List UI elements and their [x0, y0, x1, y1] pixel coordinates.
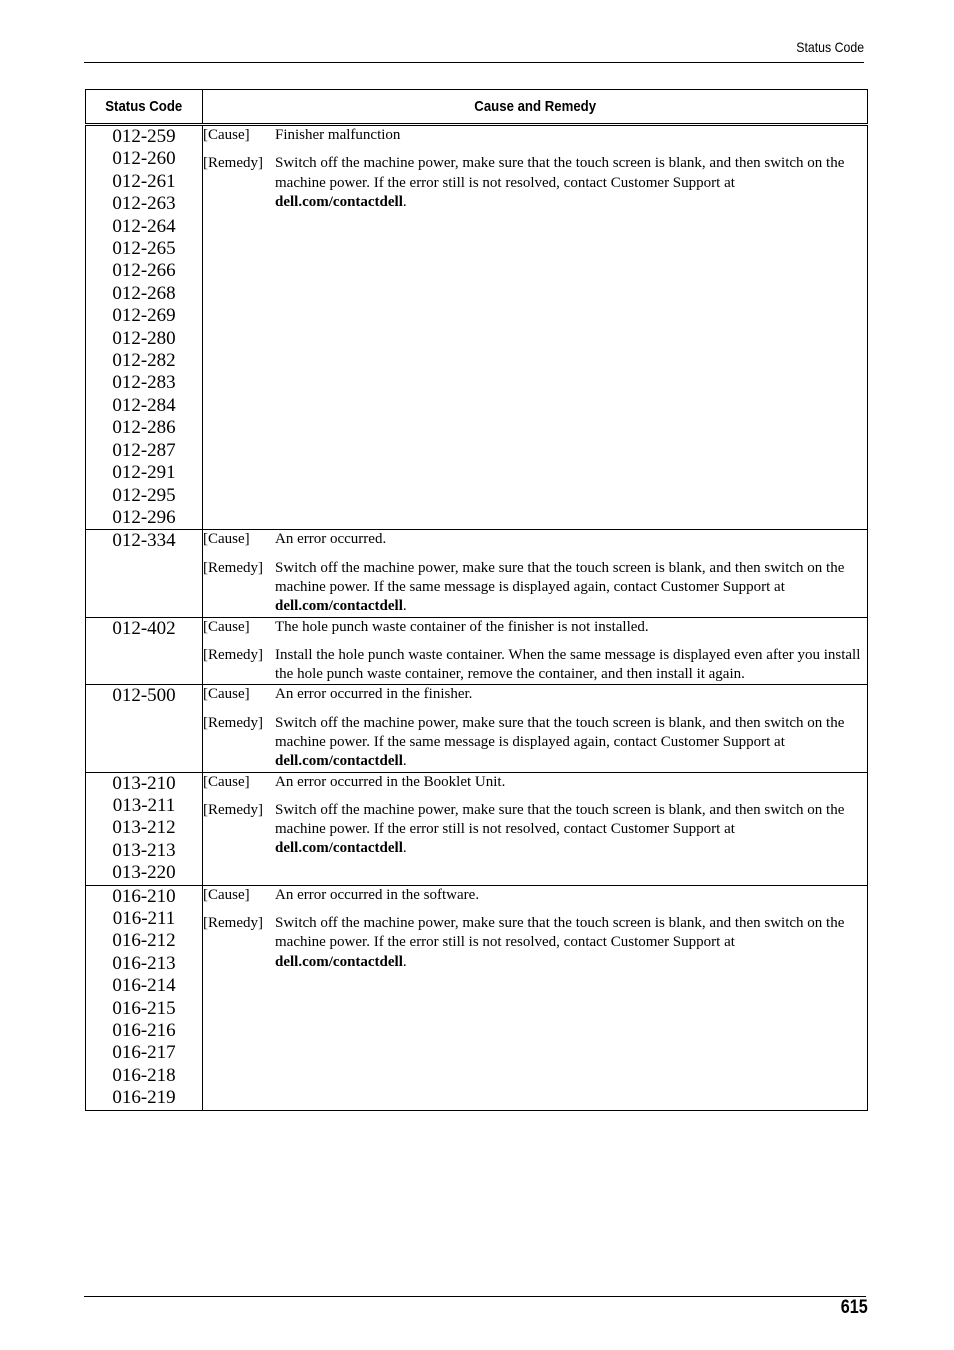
cause-remedy-cell	[203, 685, 868, 772]
table-row	[86, 885, 868, 1110]
cause-remedy-cell	[203, 125, 868, 530]
status-code: 012-266	[112, 260, 176, 282]
status-code: 012-334	[112, 530, 176, 552]
remedy-label: [Remedy]	[203, 559, 263, 576]
table-row	[86, 125, 868, 530]
remedy-text-block	[275, 646, 867, 685]
table-header-row	[86, 90, 868, 125]
remedy-line	[203, 914, 867, 972]
status-code: 012-269	[112, 305, 176, 327]
status-code: 016-218	[112, 1064, 176, 1086]
status-code: 016-219	[112, 1087, 176, 1109]
status-code-cell	[86, 885, 203, 1110]
support-link[interactable]: dell.com/contactdell	[275, 598, 403, 615]
status-code: 016-212	[112, 930, 176, 952]
status-code: 016-215	[112, 997, 176, 1019]
cause-text: Finisher malfunction	[275, 127, 401, 143]
cause-line	[203, 618, 867, 637]
status-code: 012-261	[112, 170, 176, 192]
status-code: 012-283	[112, 372, 176, 394]
remedy-label: [Remedy]	[203, 714, 263, 731]
cause-remedy-cell	[203, 617, 868, 685]
status-code: 012-280	[112, 327, 176, 349]
status-code: 012-402	[112, 617, 176, 639]
remedy-text: Install the hole punch waste container. When the same message is displayed even after you install the hole punch waste container, remove the container, and then install it again.	[275, 646, 861, 683]
status-code: 012-296	[112, 506, 176, 528]
cause-label: [Cause]	[203, 531, 250, 548]
cause-remedy-cell	[203, 772, 868, 885]
remedy-text: Switch off the machine power, make sure that the touch screen is blank, and then switch on the machine power. If the error still is not resolved, contact Customer Support at	[275, 155, 845, 191]
running-head: Status Code	[796, 39, 864, 55]
cause-line	[203, 126, 867, 145]
cause-label: [Cause]	[203, 686, 250, 703]
cause-text: An error occurred in the finisher.	[275, 686, 473, 703]
table-row	[86, 530, 868, 617]
status-code: 012-284	[112, 394, 176, 416]
status-code-cell	[86, 685, 203, 772]
cause-label: [Cause]	[203, 618, 250, 635]
status-code: 012-264	[112, 215, 176, 237]
status-code: 016-217	[112, 1042, 176, 1064]
status-code: 012-287	[112, 439, 176, 461]
status-code-cell	[86, 125, 203, 530]
support-link[interactable]: dell.com/contactdell	[275, 840, 403, 857]
remedy-text-block	[275, 714, 867, 772]
status-code: 012-286	[112, 417, 176, 439]
cause-label: [Cause]	[203, 773, 250, 790]
remedy-label: [Remedy]	[203, 155, 263, 172]
support-link[interactable]: dell.com/contactdell	[275, 193, 403, 210]
status-code: 012-260	[112, 148, 176, 170]
remedy-tail: .	[402, 598, 407, 615]
cause-text: An error occurred in the Booklet Unit.	[275, 773, 506, 790]
remedy-line	[203, 559, 867, 617]
remedy-text: Switch off the machine power, make sure that the touch screen is blank, and then switch on the machine power. If the same message is displayed again, contact Customer Support at	[275, 714, 845, 750]
status-code-cell	[86, 617, 203, 685]
remedy-text-block	[275, 559, 867, 617]
cause-remedy-cell	[203, 530, 868, 617]
page-number: 615	[841, 1297, 868, 1318]
remedy-tail: .	[402, 840, 407, 857]
cause-remedy-cell	[203, 885, 868, 1110]
remedy-tail: .	[402, 953, 407, 970]
status-code: 012-295	[112, 484, 176, 506]
remedy-line	[203, 646, 867, 685]
cause-label: [Cause]	[203, 886, 250, 903]
status-code: 012-500	[112, 685, 176, 707]
remedy-text: Switch off the machine power, make sure that the touch screen is blank, and then switch on the machine power. If the same message is displayed again, contact Customer Support at	[275, 559, 845, 595]
cause-text: An error occurred.	[275, 531, 387, 548]
remedy-text: Switch off the machine power, make sure that the touch screen is blank, and then switch on the machine power. If the error still is not resolved, contact Customer Support at	[275, 801, 845, 838]
footer-rule	[84, 1296, 866, 1297]
status-code: 016-216	[112, 1020, 176, 1042]
cause-text: An error occurred in the software.	[275, 886, 480, 903]
header-rule	[84, 62, 864, 63]
status-code: 012-282	[112, 350, 176, 372]
cause-text: The hole punch waste container of the finisher is not installed.	[275, 618, 649, 635]
status-code: 012-268	[112, 282, 176, 304]
status-code-table	[85, 89, 868, 1111]
status-code: 016-213	[112, 952, 176, 974]
remedy-label: [Remedy]	[203, 914, 263, 931]
status-code: 013-213	[112, 839, 176, 861]
cause-label: [Cause]	[203, 127, 250, 143]
status-code: 012-265	[112, 238, 176, 260]
remedy-text: Switch off the machine power, make sure that the touch screen is blank, and then switch on the machine power. If the error still is not resolved, contact Customer Support at	[275, 914, 845, 951]
remedy-label: [Remedy]	[203, 646, 263, 663]
cause-line	[203, 530, 867, 549]
table-body	[86, 125, 868, 1111]
status-code: 013-211	[112, 794, 176, 816]
status-code-cell	[86, 772, 203, 885]
column-header-status-code: Status Code	[86, 90, 203, 125]
cause-line	[203, 685, 867, 704]
remedy-line	[203, 801, 867, 859]
status-code: 016-211	[112, 908, 176, 930]
status-code: 012-259	[112, 126, 176, 147]
status-code: 013-212	[112, 817, 176, 839]
status-code: 012-263	[112, 193, 176, 215]
status-code: 012-291	[112, 462, 176, 484]
remedy-line	[203, 714, 867, 772]
cause-line	[203, 886, 867, 905]
column-header-cause-remedy: Cause and Remedy	[203, 90, 868, 125]
remedy-line	[203, 154, 867, 212]
status-code: 016-210	[112, 885, 176, 907]
remedy-label: [Remedy]	[203, 801, 263, 818]
status-code: 016-214	[112, 975, 176, 997]
remedy-tail: .	[402, 193, 407, 210]
remedy-text-block	[275, 154, 867, 212]
table-row	[86, 772, 868, 885]
cause-line	[203, 773, 867, 792]
table-row	[86, 685, 868, 772]
status-code: 013-220	[112, 862, 176, 884]
support-link[interactable]: dell.com/contactdell	[275, 753, 403, 770]
remedy-text-block	[275, 801, 867, 859]
status-code: 013-210	[112, 772, 176, 794]
support-link[interactable]: dell.com/contactdell	[275, 953, 403, 970]
status-code-cell	[86, 530, 203, 617]
remedy-tail: .	[402, 753, 407, 770]
table-row	[86, 617, 868, 685]
remedy-text-block	[275, 914, 867, 972]
